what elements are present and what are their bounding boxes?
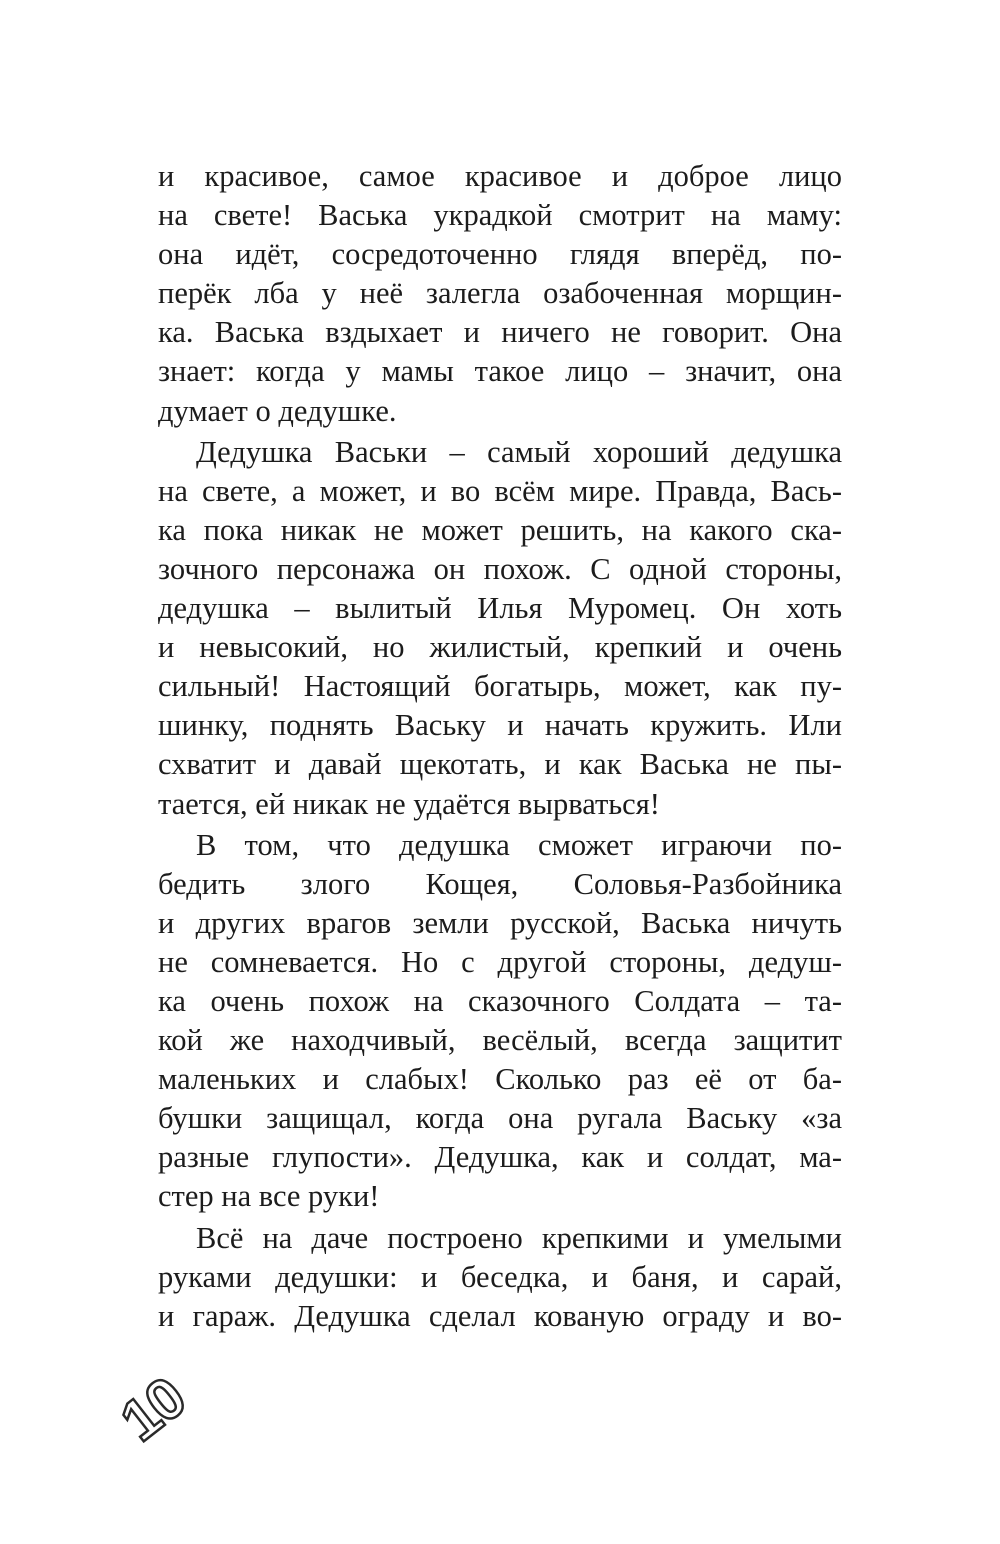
text-line: Дедушка Васьки – самый хороший дедушка [196, 434, 842, 469]
paragraph [158, 826, 842, 1217]
text-line: сильный! Настоящий богатырь, может, как пу- [158, 669, 842, 704]
text-line: и других врагов земли русской, Васька ничуть [158, 905, 842, 940]
text-line: маленьких и слабых! Сколько раз её от ба- [158, 1062, 842, 1097]
text-line: ка пока никак не может решить, на какого ска- [158, 512, 842, 547]
text-line: бушки защищал, когда она ругала Ваську «за [158, 1101, 842, 1136]
text-line: дедушка – вылитый Илья Муромец. Он хоть [158, 591, 842, 626]
text-line: думает о дедушке. [158, 393, 397, 428]
page-number: 10 [108, 1365, 197, 1454]
text-line: схватит и давай щекотать, и как Васька не пы- [158, 747, 842, 782]
text-line: руками дедушки: и беседка, и баня, и сарай, [158, 1259, 842, 1294]
body-text [158, 157, 842, 1336]
text-line: кой же находчивый, весёлый, всегда защитит [158, 1023, 842, 1058]
text-line: перёк лба у неё залегла озабоченная морщин- [158, 276, 842, 311]
paragraph [158, 157, 842, 431]
paragraph [158, 1219, 842, 1336]
text-line: тается, ей никак не удаётся вырваться! [158, 786, 660, 821]
text-line: В том, что дедушка сможет играючи по- [196, 827, 842, 862]
text-line: и невысокий, но жилистый, крепкий и очень [158, 630, 842, 665]
text-line: ка. Васька вздыхает и ничего не говорит. Она [158, 315, 842, 350]
text-line: зочного персонажа он похож. С одной стороны, [158, 551, 842, 586]
text-line: не сомневается. Но с другой стороны, дедуш- [158, 944, 842, 979]
text-line: бедить злого Кощея, Соловья-Разбойника [158, 866, 842, 901]
text-line: ка очень похож на сказочного Солдата – та- [158, 983, 842, 1018]
text-line: на свете, а может, и во всём мире. Правда, Вась- [158, 473, 842, 508]
text-line: и гараж. Дедушка сделал кованую ограду и во- [158, 1298, 842, 1333]
text-line: знает: когда у мамы такое лицо – значит, она [158, 354, 842, 389]
text-line: Всё на даче построено крепкими и умелыми [196, 1220, 842, 1255]
text-line: стер на все руки! [158, 1179, 380, 1214]
text-line: шинку, поднять Ваську и начать кружить. Или [158, 708, 842, 743]
text-line: она идёт, сосредоточенно глядя вперёд, по- [158, 237, 842, 272]
text-line: и красивое, самое красивое и доброе лицо [158, 159, 842, 193]
text-line: на свете! Васька украдкой смотрит на маму: [158, 198, 842, 233]
paragraph [158, 433, 842, 824]
text-line: разные глупости». Дедушка, как и солдат, ма- [158, 1140, 842, 1175]
